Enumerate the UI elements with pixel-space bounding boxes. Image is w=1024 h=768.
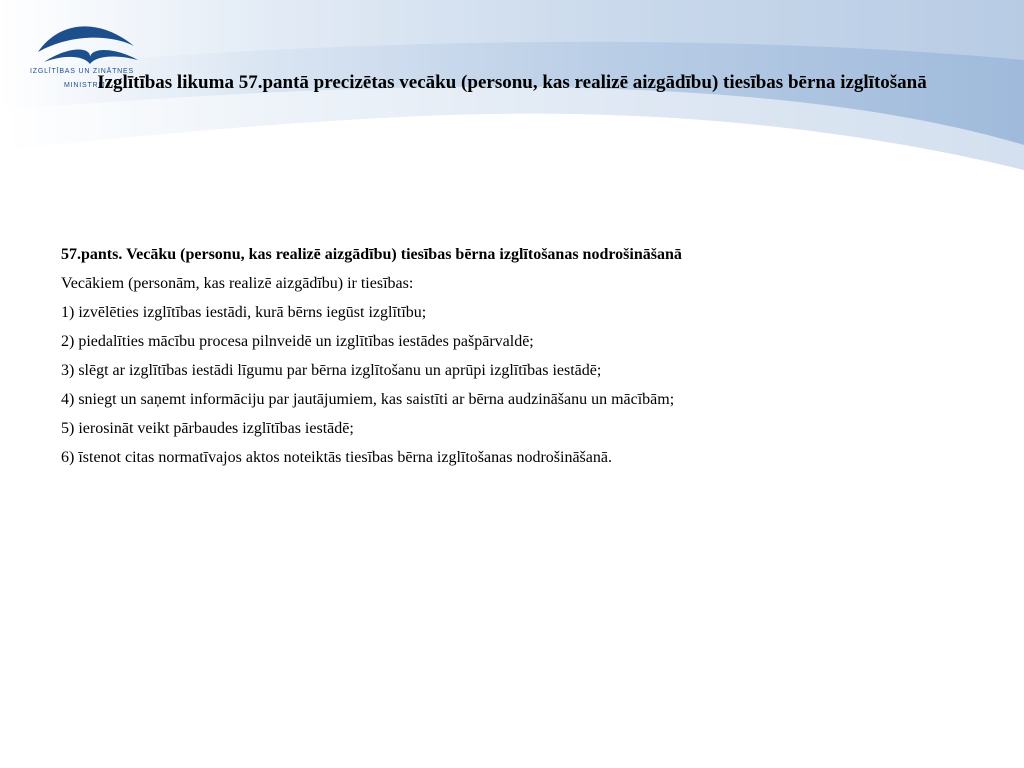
logo-text-line1: IZGLĪTĪBAS UN ZINĀTNES (30, 68, 134, 75)
open-book-icon (30, 12, 150, 68)
list-item: 2) piedalīties mācību procesa pilnveidē un izglītības iestādes pašpārvaldē; (61, 333, 534, 350)
logo-text-line2: MINISTRIJA (64, 82, 111, 89)
slide-title: Izglītības likuma 57.pantā precizētas vecāku (personu, kas realizē aizgādību) tiesības bērna izglītošanā (97, 72, 927, 93)
header-background (0, 0, 1024, 200)
article-heading: 57.pants. Vecāku (personu, kas realizē aizgādību) tiesības bērna izglītošanas nodrošināšanā (61, 246, 682, 263)
list-item: 3) slēgt ar izglītības iestādi līgumu par bērna izglītošanu un aprūpi izglītības iestādē; (61, 362, 602, 379)
list-item: 4) sniegt un saņemt informāciju par jautājumiem, kas saistīti ar bērna audzināšanu un mācībām; (61, 391, 675, 408)
article-intro: Vecākiem (personām, kas realizē aizgādību) ir tiesības: (61, 275, 414, 292)
list-item: 1) izvēlēties izglītības iestādi, kurā bērns iegūst izglītību; (61, 304, 427, 321)
article-content (61, 240, 961, 472)
list-item: 5) ierosināt veikt pārbaudes izglītības iestādē; (61, 420, 354, 437)
header-wave-graphic (0, 0, 1024, 200)
list-item: 6) īstenot citas normatīvajos aktos noteiktās tiesības bērna izglītošanas nodrošināšanā. (61, 449, 612, 466)
